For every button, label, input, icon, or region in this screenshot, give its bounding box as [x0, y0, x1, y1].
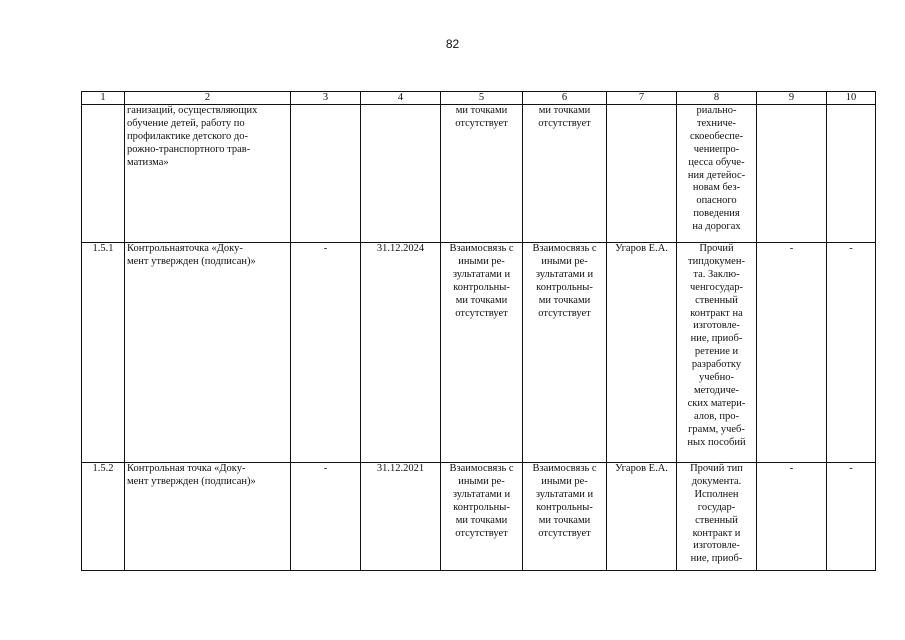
cell-link-prev — [441, 463, 523, 571]
header-cell: 2 — [125, 92, 291, 105]
header-cell: 7 — [607, 92, 677, 105]
cell-name — [125, 463, 291, 571]
header-cell: 9 — [757, 92, 827, 105]
cell-link-prev-text: ми точками отсутствует — [455, 105, 508, 129]
header-cell: 4 — [361, 92, 441, 105]
cell-document-text: риально- техниче- скоеобеспе- чениепро- цесса обуче- ния детейос- новам без- опасного поведения на дорогах — [687, 105, 746, 233]
cell-col9: - — [757, 243, 827, 463]
cell-col10: - — [827, 463, 876, 571]
cell-link-next-text: Взаимосвязь с иными ре- зультатами и контрольны- ми точками отсутствует — [532, 463, 597, 539]
cell-name — [125, 243, 291, 463]
cell-document-text: Прочий тип документа. Исполнен государ- ственный контракт и изготовле- ние, приоб- — [690, 463, 743, 565]
cell-link-next-text: ми точками отсутствует — [538, 105, 591, 129]
cell-document — [677, 463, 757, 571]
cell-col9: - — [757, 463, 827, 571]
cell-name-text: Контрольная точка «Доку- мент утвержден (подписан)» — [127, 463, 256, 487]
header-cell: 6 — [523, 92, 607, 105]
page-number: 82 — [445, 37, 460, 51]
cell-name-text: Контрольнаяточка «Доку- мент утвержден (подписан)» — [127, 243, 256, 267]
cell-link-prev-text: Взаимосвязь с иными ре- зультатами и контрольны- ми точками отсутствует — [449, 243, 514, 319]
cell-base-value: - — [291, 243, 361, 463]
cell-link-prev — [441, 105, 523, 243]
table-header-row — [82, 92, 876, 105]
cell-link-prev — [441, 243, 523, 463]
cell-document — [677, 105, 757, 243]
cell-date — [361, 105, 441, 243]
cell-number — [82, 105, 125, 243]
cell-link-next — [523, 105, 607, 243]
cell-link-next — [523, 463, 607, 571]
cell-responsible: Угаров Е.А. — [607, 243, 677, 463]
cell-date: 31.12.2024 — [361, 243, 441, 463]
cell-col10 — [827, 105, 876, 243]
cell-date: 31.12.2021 — [361, 463, 441, 571]
cell-link-next — [523, 243, 607, 463]
table-row — [82, 243, 876, 463]
cell-link-prev-text: Взаимосвязь с иными ре- зультатами и контрольны- ми точками отсутствует — [449, 463, 514, 539]
cell-document — [677, 243, 757, 463]
cell-name — [125, 105, 291, 243]
cell-number: 1.5.2 — [82, 463, 125, 571]
cell-base-value — [291, 105, 361, 243]
header-cell: 10 — [827, 92, 876, 105]
cell-responsible: Угаров Е.А. — [607, 463, 677, 571]
header-cell: 5 — [441, 92, 523, 105]
cell-name-text: ганизаций, осуществляющих обучение детей, работу по профилактике детского до- рожно-транспортного трав- матизма» — [127, 105, 258, 168]
cell-number: 1.5.1 — [82, 243, 125, 463]
header-cell: 8 — [677, 92, 757, 105]
cell-document-text: Прочий типдокумен- та. Заклю- ченгосудар- ственный контракт на изготовле- ние, приоб- ретение и разработку учебно- методиче- ских матери- алов, про- грамм, учеб- ных пособий — [687, 243, 746, 448]
cell-base-value: - — [291, 463, 361, 571]
table-row — [82, 105, 876, 243]
cell-col10: - — [827, 243, 876, 463]
header-cell: 1 — [82, 92, 125, 105]
header-cell: 3 — [291, 92, 361, 105]
data-table — [81, 91, 876, 571]
cell-link-next-text: Взаимосвязь с иными ре- зультатами и контрольны- ми точками отсутствует — [532, 243, 597, 319]
table-row — [82, 463, 876, 571]
cell-col9 — [757, 105, 827, 243]
cell-responsible — [607, 105, 677, 243]
